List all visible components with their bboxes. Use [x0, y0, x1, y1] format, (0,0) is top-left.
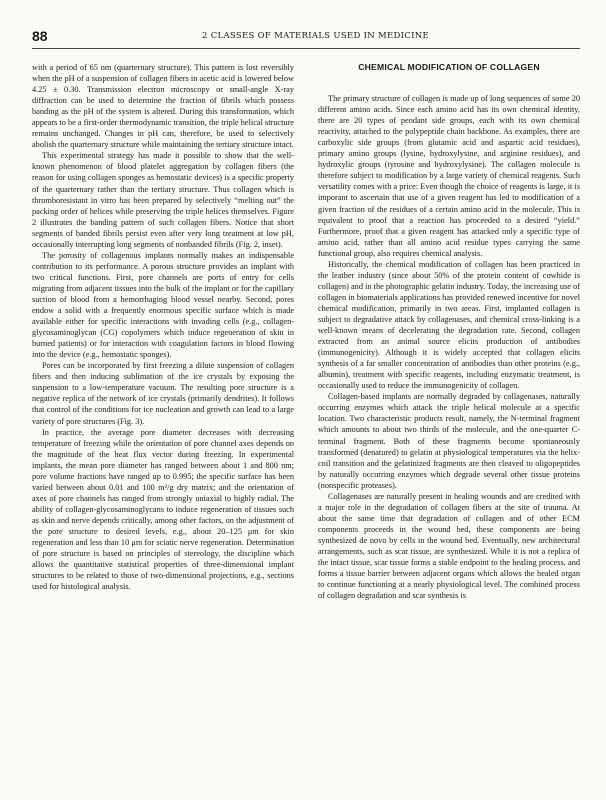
left-paragraph-2: This experimental strategy has made it possible to show that the well-known phenomenon of blood platelet aggregation by collagen fibers (the reason for using collagen sponges as hemostatic devices) is a specific property of the quarternary rather than the tertiary structure. Thus collagen which is thromboresistant in vitro has been prepared by selectively “melting out” the packing order of helices while preserving the triple helices themselves. Figure 2 illustrates the banding pattern of such collagen fibers. Notice that short segments of banded fibrils persist even after very long treatment at low pH, occasionally interrupting long segments of nonbanded fibrils (Fig. 2, inset). — [32, 151, 294, 249]
page-header — [32, 28, 580, 46]
left-paragraph-5: In practice, the average pore diameter decreases with decreasing temperature of freezing while the orientation of pore channel axes depends on the magnitude of the heat flux vector during freezing. In experimental implants, the mean pore diameter has ranged between about 1 and 800 nm; pore volume fractions have ranged up to 0.995; the specific surface has been varied between about 0.01 and 100 m²/g dry matrix; and the orientation of axes of pore channels has ranged from strongly uniaxial to highly radial. The ability of collagen-glycosaminoglycans to induce regeneration of tissues such as skin and nerve depends critically, among other factors, on the adjustment of the pore structure to desired levels, e.g., about 20–125 μm for skin regeneration and less than 10 μm for sciatic nerve regeneration. Determination of pore structure is based on principles of stereology, the discipline which allows the quantitative statistical properties of three-dimensional implant structures to be related to those of two-dimensional projections, e.g., sections used for histological analysis. — [32, 427, 294, 592]
right-paragraph-2: Historically, the chemical modification of collagen has been practiced in the leather industry (since about 50% of the protein content of cowhide is collagen) and in the photographic gelatin industry. Today, the increasing use of collagen in biomaterials applications has provided renewed incentive for novel chemical modification, primarily in two areas. First, implanted collagen is subject to degradative attack by collagenases, and chemical cross-linking is a well-known means of decelerating the degradation rate. Second, collagen extracted from an animal source elicits production of antibodies (immunogenicity). Although it is widely accepted that collagen elicits synthesis of a far smaller concentration of antibodies than other proteins (e.g., albumin), treatment with specific reagents, including enzymatic treatment, is occasionally used to reduce the immunogenicity of collagen. — [318, 259, 580, 391]
right-paragraph-4: Collagenases are naturally present in healing wounds and are credited with a major role in the degradation of collagen fibers at the site of trauma. At about the same time that degradation of collagen and of other ECM components proceeds in the wound bed, these components are being synthesized de novo by cells in the wound bed. Eventually, new architectural arrangements, such as scar tissue, are synthesized. While it is not a replica of the intact tissue, scar tissue forms a stable endpoint to the healing process, and forms a tissue barrier between adjacent organs which allows the healed organ to continue functioning at a nearly physiological level. The combined process of collagen degradation and scar synthesis is — [318, 491, 580, 601]
section-title: CHEMICAL MODIFICATION OF COLLAGEN — [358, 62, 540, 72]
right-column — [318, 62, 580, 601]
right-paragraph-3: Collagen-based implants are normally degraded by collagenases, naturally occurring enzymes which attack the triple helical molecule at a specific location. Two characteristic products result, namely, the N-terminal fragment which amounts to about two thirds of the molecule, and the one-quarter C-terminal fragment. Both of these fragments become spontaneously transformed (denatured) to gelatin at physiological temperatures via the helix-coil transition and the gelatinized fragments are then cleaved to oligopeptides by naturally occurring enzymes which degrade several other tissue proteins (nonspecific proteases). — [318, 392, 580, 490]
left-paragraph-4: Pores can be incorporated by first freezing a dilute suspension of collagen fibers and then inducing sublimation of the ice crystals by exposing the suspension to a low-temperature vacuum. The resulting pore structure is a negative replica of the network of ice crystals (primarily dendrites). It follows that control of the conditions for ice nucleation and growth can lead to a large variety of pore structures (Fig. 3). — [32, 361, 294, 426]
right-paragraph-1: The primary structure of collagen is made up of long sequences of some 20 different amino acids. Since each amino acid has its own chemical identity, there are 20 types of pendant side groups, each with its own chemical reactivity, attached to the polypeptide chain backbone. As examples, there are carboxylic side groups (from glutamic acid and aspartic acid residues), primary amino groups (lysine, hydroxylysine, and arginine residues), and hydroxylic groups (tyrosine and hydroxylysine). The collagen molecule is therefore subject to modification by a large variety of chemical reagents. Such versatility comes with a price: Even though the choice of reagents is large, it is imporant to ascertain that use of a given reagent has led to modification of a given fraction of the residues of a certain amino acid in the molecule. This is equivalent to proof that a reaction has proceeded to a desired “yield.” Furthermore, proof that a given reagent has attacked only a specific type of amino acid, rather than all amino acid residue types carrying the same functional group, also requires chemical analysis. — [318, 94, 580, 258]
left-paragraph-1: with a period of 65 nm (quarternary structure). This pattern is lost reversibly when the pH of a suspension of collagen fibers in acetic acid is lowered below 4.25 ± 0.30. Transmission electron microscopy or small-angle X-ray diffraction can be used to determine the fraction of fibrils which possess banding as the pH of the system is altered. During this transformation, which appears to be a first-order thermodynamic transition, the triple helical structure remains unchanged. Changes in pH can, therefore, be used to selectively abolish the quarternary structure while maintaining the tertiary structure intact. — [32, 63, 294, 150]
left-column — [32, 62, 294, 592]
page-number: 88 — [32, 28, 48, 44]
running-head: 2 CLASSES OF MATERIALS USED IN MEDICINE — [202, 31, 429, 41]
left-paragraph-3: The porosity of collagenous implants normally makes an indispensable contribution to its performance. A porous structure provides an implant with two critical functions. First, pore channels are ports of entry for cells migrating from adjacent tissues into the bulk of the implant or for the capillary suction of blood from a hemorrhaging blood vessel nearby. Second, pores endow a solid with a frequently enormous specific surface which is made available either for specific interactions with invading cells (e.g., collagen-glycosaminoglycan (CG) copolymers which induce regeneration of skin in burned patients) or for interaction with coagulation factors in blood flowing into the device (e.g., hemostatic sponges). — [32, 250, 294, 360]
header-rule — [32, 48, 580, 49]
